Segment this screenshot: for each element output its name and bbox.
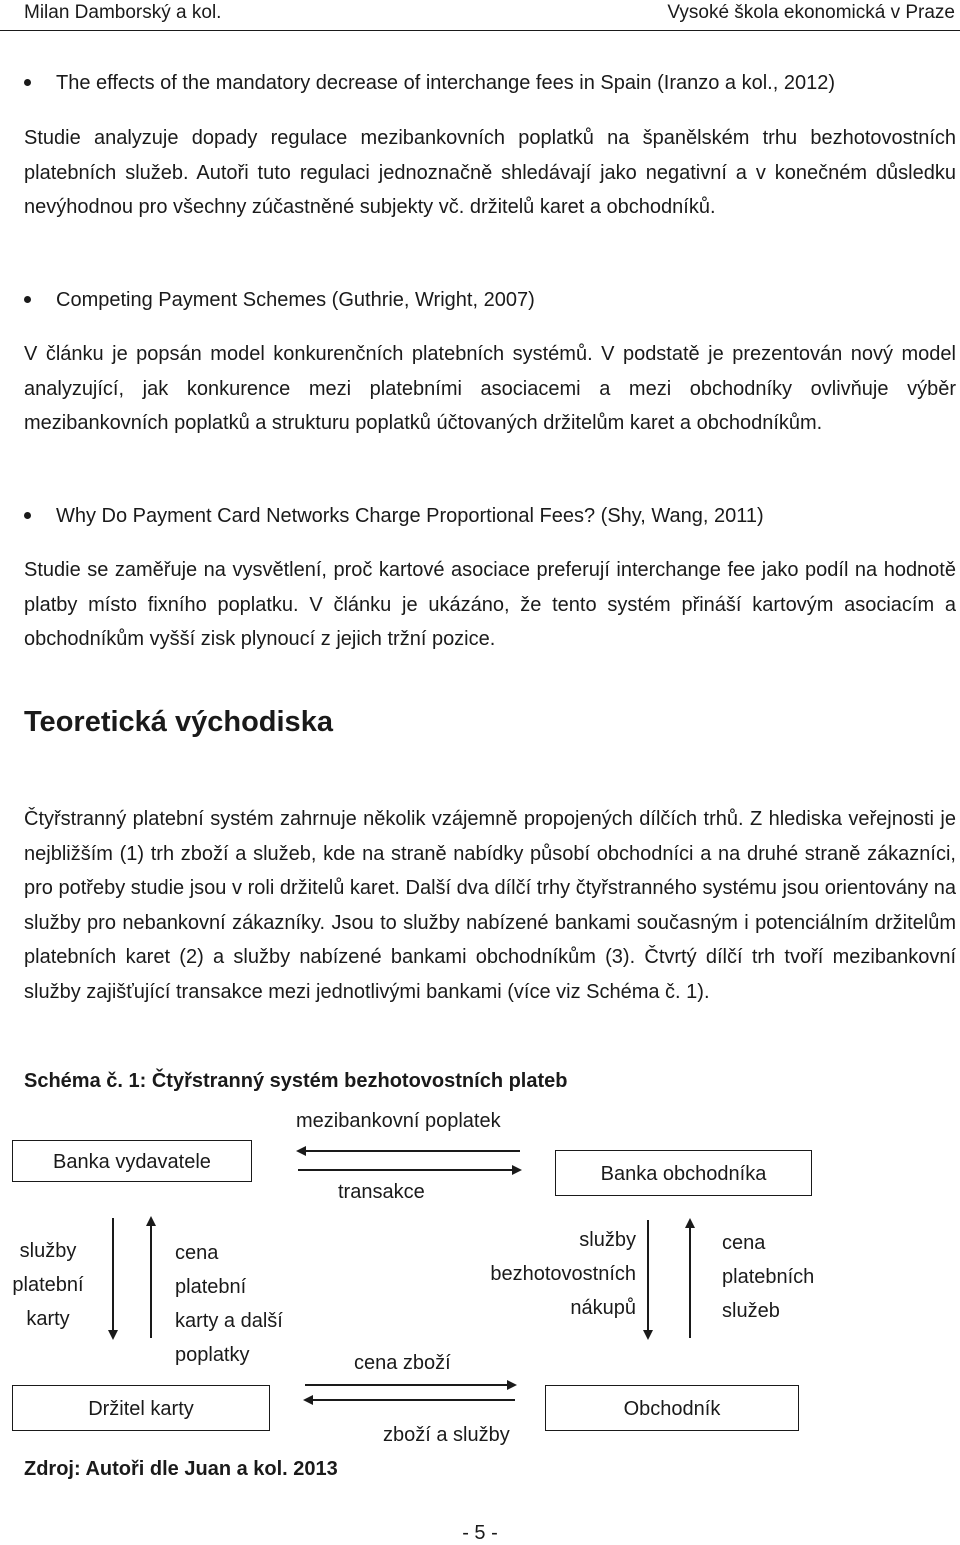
header-authors: Milan Damborský a kol. xyxy=(24,2,222,23)
node-merchant: Obchodník xyxy=(545,1385,799,1431)
label-goods-price: cena zboží xyxy=(354,1352,451,1374)
diagram-source: Zdroj: Autoři dle Juan a kol. 2013 xyxy=(24,1458,338,1480)
node-acquirer-bank: Banka obchodníka xyxy=(555,1150,812,1196)
page-number: - 5 - xyxy=(462,1522,498,1544)
item-body-2: V článku je popsán model konkurenčních platebních systémů. V podstatě je prezentován nový model analyzující, jak konkurence mezi platebními asociacemi a mezi obchodníky ovlivňuje výběr mezibankovních poplatků a strukturu poplatků účtovaných držitelům karet a obchodníkům. xyxy=(24,343,956,434)
item-title: Why Do Payment Card Networks Charge Proportional Fees? (Shy, Wang, 2011) xyxy=(56,505,764,527)
bullet-item-2 xyxy=(24,283,535,317)
label-interbank-fee: mezibankovní poplatek xyxy=(296,1110,501,1132)
item-body-1: Studie analyzuje dopady regulace mezibankovních poplatků na španělském trhu bezhotovostních platebních služeb. Autoři tuto regulaci jednoznačně shledávají jako negativní a v konečném důsledku nevýhodnou pro všechny zúčastněné subjekty vč. držitelů karet a obchodníků. xyxy=(24,127,956,218)
bullet-icon xyxy=(24,79,31,86)
node-card-holder: Držitel karty xyxy=(12,1385,270,1431)
label-transaction: transakce xyxy=(338,1181,425,1203)
label-card-services: služby platební karty xyxy=(12,1240,84,1330)
item-title: Competing Payment Schemes (Guthrie, Wright, 2007) xyxy=(56,289,535,311)
item-title: The effects of the mandatory decrease of interchange fees in Spain (Iranzo a kol., 2012) xyxy=(56,72,835,94)
label-goods-services: zboží a služby xyxy=(383,1424,510,1446)
header-institution: Vysoké škola ekonomická v Praze xyxy=(667,2,955,23)
section-paragraph: Čtyřstranný platební systém zahrnuje několik vzájemně propojených dílčích trhů. Z hlediska veřejnosti je nejbližším (1) trh zboží a služeb, kde na straně nabídky působí obchodníci a na druhé straně zákazníci, pro potřeby studie jsou v roli držitelů karet. Další dva dílčí trhy čtyřstranného systému jsou orientovány na služby pro nebankovní zákazníky. Jsou to služby nabízené bankami současným i potenciálním držitelům platebních karet (2) a služby nabízené bankami obchodníkům (3). Čtvrtý dílčí trh tvoří mezibankovní služby zajišťující transakce mezi jednotlivými bankami (více viz Schéma č. 1). xyxy=(24,808,956,1003)
page-header xyxy=(0,0,960,31)
bullet-item-1 xyxy=(24,66,835,100)
label-payment-services: služby bezhotovostních nákupů xyxy=(490,1229,636,1319)
bullet-icon xyxy=(24,512,31,519)
diagram-caption: Schéma č. 1: Čtyřstranný systém bezhotovostních plateb xyxy=(24,1070,568,1092)
section-heading: Teoretická východiska xyxy=(24,706,333,738)
item-body-3: Studie se zaměřuje na vysvětlení, proč kartové asociace preferují interchange fee jako podíl na hodnotě platby místo fixního poplatku. V článku je ukázáno, že tento systém přináší kartovým asociacím a obchodníkům vyšší zisk plynoucí z jejich tržní pozice. xyxy=(24,559,956,650)
node-issuer-bank: Banka vydavatele xyxy=(12,1140,252,1182)
label-service-price: cena platebních služeb xyxy=(722,1232,815,1322)
label-card-price: cena platební karty a další poplatky xyxy=(175,1242,283,1366)
bullet-icon xyxy=(24,296,31,303)
bullet-item-3 xyxy=(24,499,764,533)
